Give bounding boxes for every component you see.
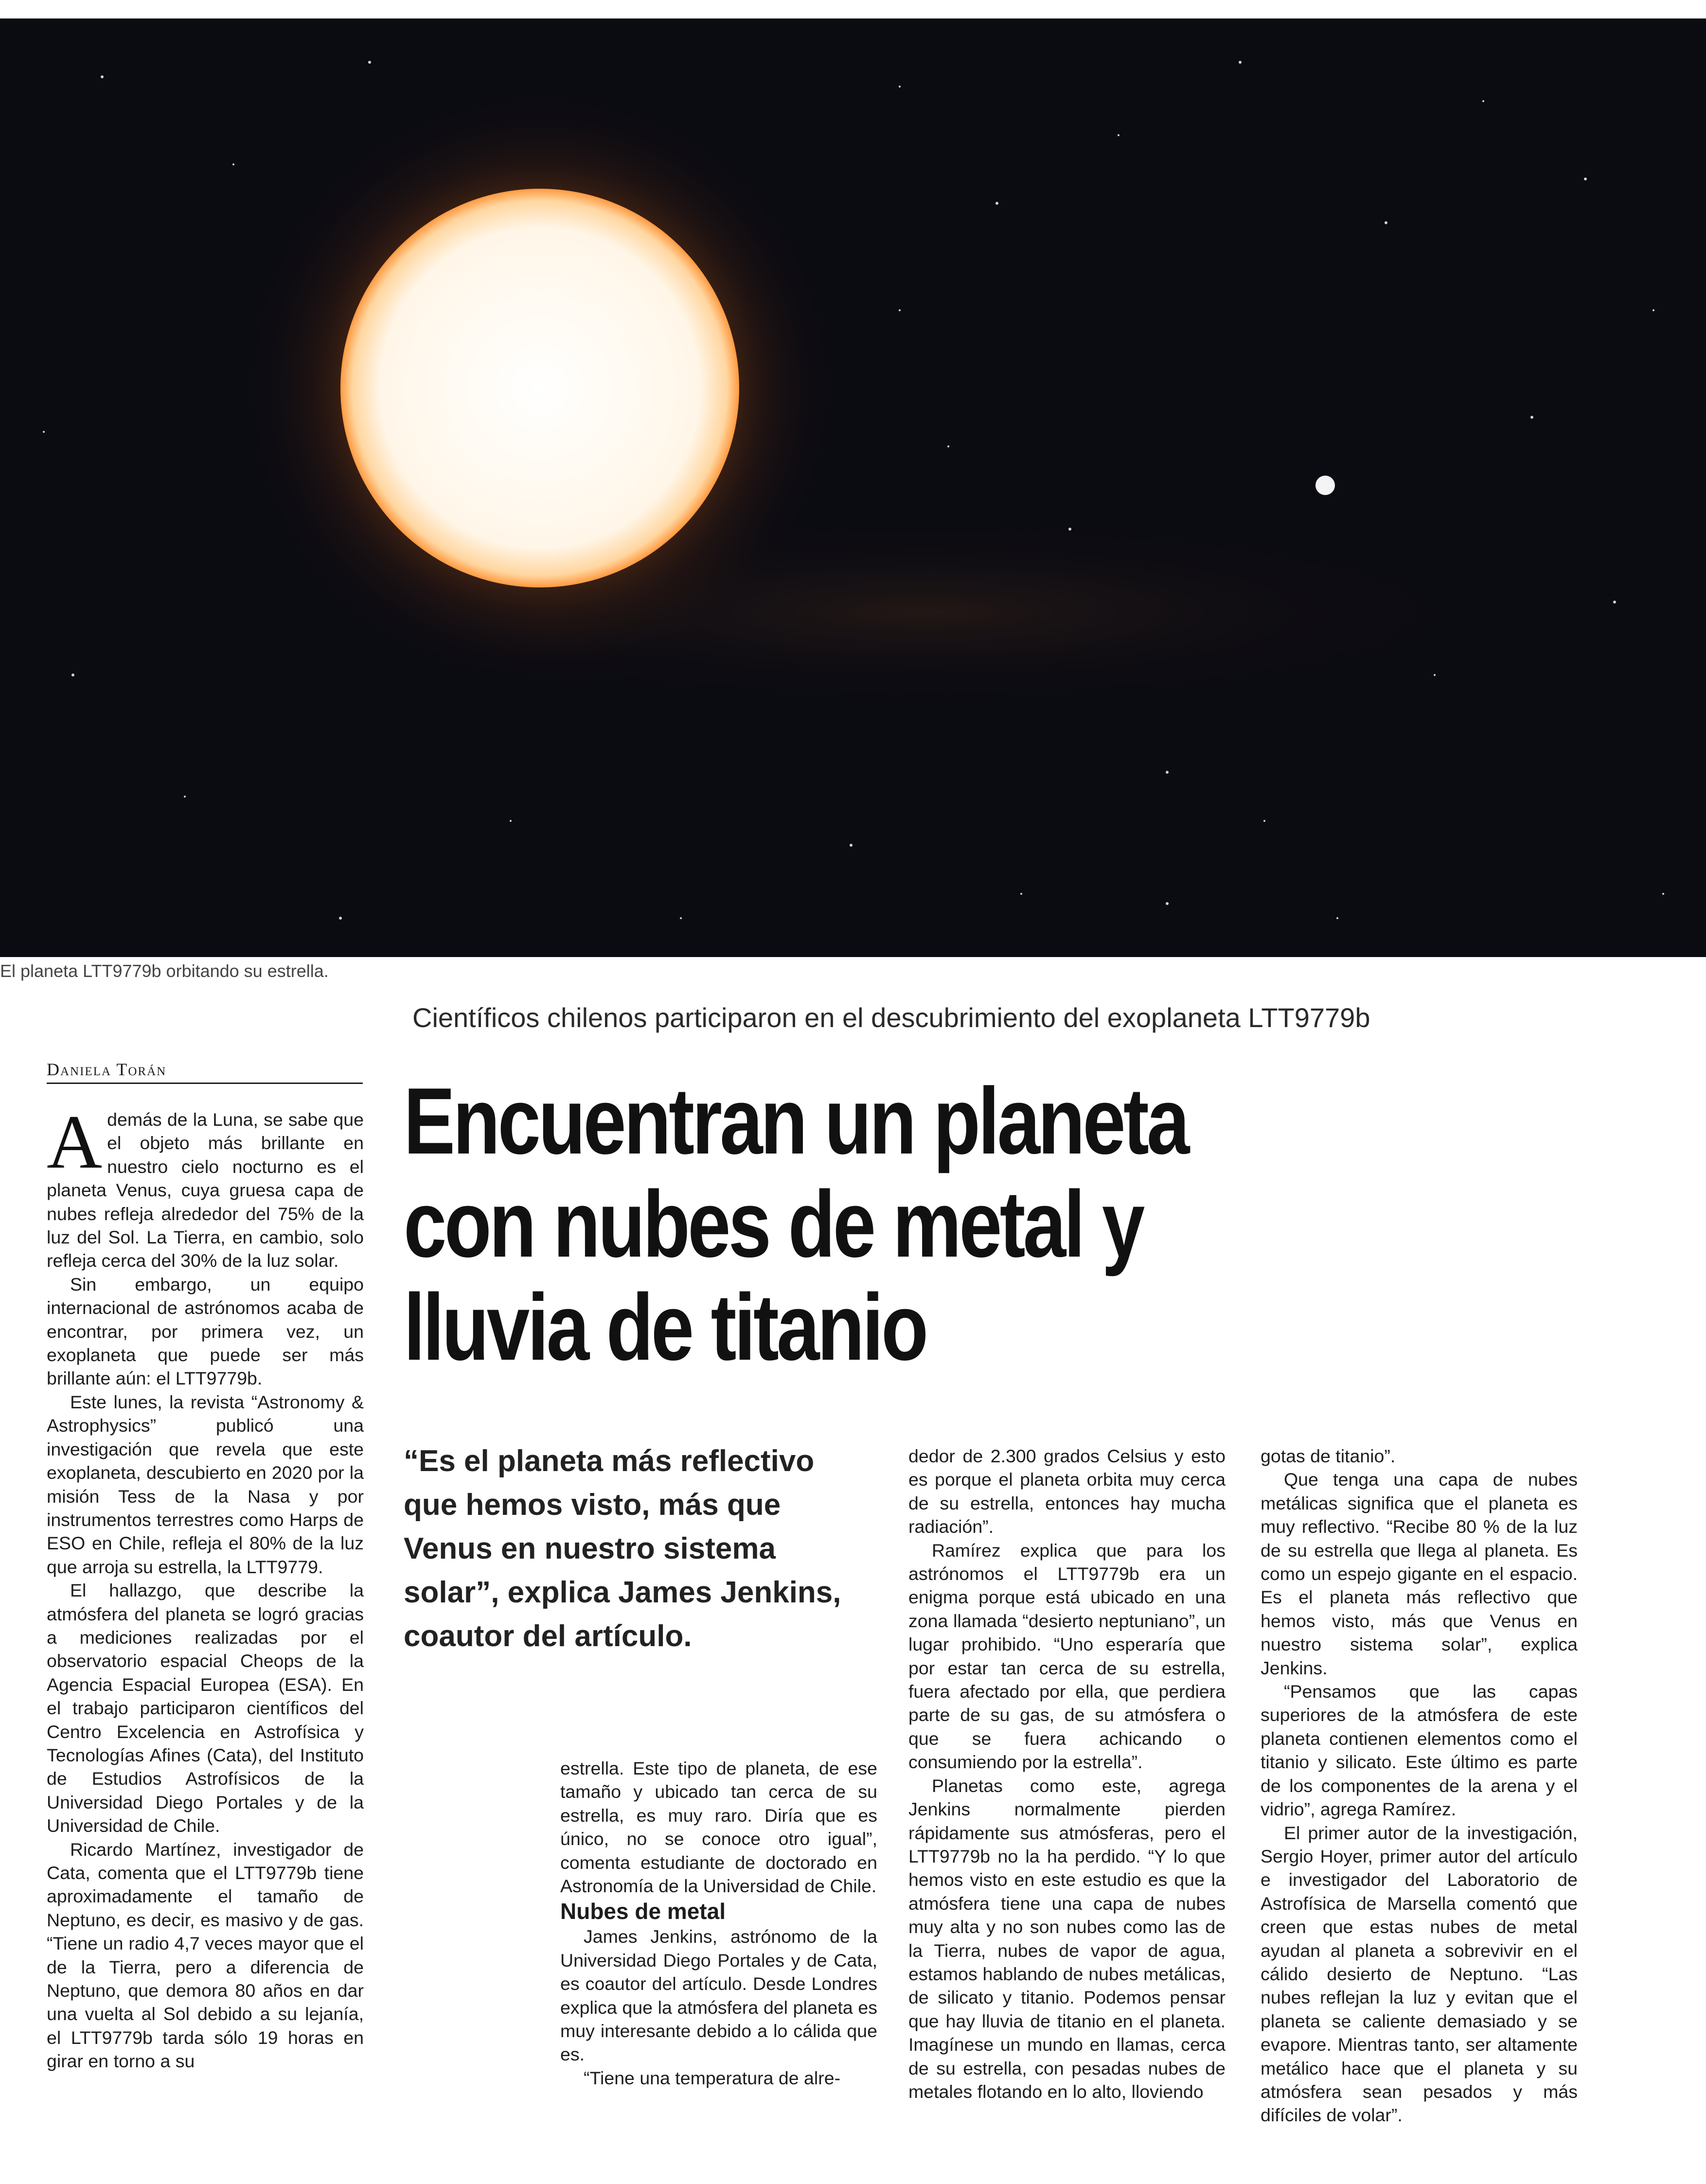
paragraph: estrella. Este tipo de planeta, de ese tamaño y ubicado tan cerca de su estrella, es muy raro. Diría que es único, no se conoce otro igual”, comenta estudiante de doctorado en Astronomía de la Universidad de Chile.	[560, 1758, 877, 1897]
paragraph: El hallazgo, que describe la atmósfera del planeta se logró gracias a mediciones realizadas por el observatorio espacial Cheops de la Agencia Espacial Europea (ESA). En el trabajo participaron científicos del Centro Excelencia en Astrofísica y Tecnologías Afines (Cata), del Instituto de Estudios Astrofísicos de la Universidad Diego Portales y de la Universidad de Chile.	[47, 1580, 364, 1836]
paragraph: gotas de titanio”.	[1261, 1446, 1396, 1466]
headline-line-1: Encuentran un planeta	[404, 1068, 1188, 1174]
pull-quote: “Es el planeta más reflectivo que hemos visto, más que Venus en nuestro sistema solar”, explica James Jenkins, coautor del artículo.	[404, 1444, 841, 1653]
paragraph: Que tenga una capa de nubes metálicas significa que el planeta es muy reflectivo. “Recibe 80 % de la luz de su estrella que llega al planeta. Es como un espejo gigante en el espacio. Es el planeta más reflectivo que hemos visto, más que Venus en nuestro sistema solar”, explica Jenkins.	[1261, 1469, 1578, 1678]
headline-line-2: con nubes de metal y	[404, 1172, 1143, 1277]
paragraph: “Pensamos que las capas superiores de la atmósfera de este planeta contienen elementos como el titanio y silicato. Este último es parte de los componentes de la arena y el vidrio”, agrega Ramírez.	[1261, 1681, 1578, 1820]
column-1	[47, 1100, 364, 2073]
paragraph: Ricardo Martínez, investigador de Cata, comenta que el LTT9779b tiene aproximadamente el tamaño de Neptuno, es decir, es masivo y de gas. “Tiene un radio 4,7 veces mayor que el de la Tierra, pero a diferencia de Neptuno, que demora 80 años en dar una vuelta al Sol debido a su lejanía, el LTT9779b tarda sólo 19 horas en girar en torno a su	[47, 1839, 364, 2072]
planet	[1315, 476, 1335, 495]
paragraph: “Tiene una temperatura de alre-	[584, 2067, 841, 2088]
paragraph: Sin embargo, un equipo internacional de astrónomos acaba de encontrar, por primera vez, un exoplaneta que puede ser más brillante aún: el LTT9779b.	[47, 1274, 364, 1389]
paragraph: El primer autor de la investigación, Sergio Hoyer, primer autor del artículo e investigador del Laboratorio de Astrofísica de Marsella comentó que creen que estas nubes de metal ayudan al planeta a sobrevivir en el cálido desierto de Neptuno. “Las nubes reflejan la luz y evitan que el planeta se caliente demasiado y se evapore. Mientras tanto, ser altamente metálico hace que el planeta y su atmósfera sean pesados y más difíciles de volar”.	[1261, 1822, 1578, 2126]
column-3	[908, 1444, 1226, 2103]
column-2	[560, 1757, 877, 2090]
headline-line-3: lluvia de titanio	[404, 1275, 926, 1380]
hero-photo	[0, 18, 1706, 957]
byline: Daniela Torán	[47, 1059, 363, 1084]
photo-caption: El planeta LTT9779b orbitando su estrella.	[0, 961, 329, 981]
drop-cap: A	[47, 1100, 103, 1185]
paragraph: Este lunes, la revista “Astronomy & Astrophysics” publicó una investigación que revela que este exoplaneta, descubierto en 2020 por la misión Tess de la Nasa y por instrumentos terrestres como Harps de ESO en Chile, refleja el 80% de la luz que arroja su estrella, la LTT9779.	[47, 1391, 364, 1577]
column-4	[1261, 1444, 1578, 2127]
kicker: Científicos chilenos participaron en el descubrimiento del exoplaneta LTT9779b	[412, 1002, 1370, 1033]
paragraph: dedor de 2.300 grados Celsius y esto es porque el planeta orbita muy cerca de su estrella, entonces hay mucha radiación”.	[908, 1446, 1226, 1537]
paragraph: James Jenkins, astrónomo de la Universidad Diego Portales y de Cata, es coautor del artículo. Desde Londres explica que la atmósfera del planeta es muy interesante debido a lo cálida que es.	[560, 1926, 877, 2065]
subheading: Nubes de metal	[560, 1899, 726, 1924]
space-illustration	[0, 18, 1706, 957]
paragraph: Planetas como este, agrega Jenkins normalmente pierden rápidamente sus atmósferas, pero el LTT9779b no la ha perdido. “Y lo que hemos visto en este estudio es que la atmósfera tiene una capa de nubes muy alta y no son nubes como las de la Tierra, nubes de vapor de agua, estamos hablando de nubes metálicas, de silicato y titanio. Podemos pensar que hay lluvia de titanio en el planeta. Imagínese un mundo en llamas, cerca de su estrella, con pesadas nubes de metales flotando en lo alto, lloviendo	[908, 1775, 1226, 2102]
headline	[404, 1070, 1281, 1379]
paragraph: Además de la Luna, se sabe que el objeto más brillante en nuestro cielo nocturno es el planeta Venus, cuya gruesa capa de nubes refleja alrededor del 75% de la luz del Sol. La Tierra, en cambio, solo refleja cerca del 30% de la luz solar.	[47, 1100, 364, 1271]
paragraph: Ramírez explica que para los astrónomos el LTT9779b era un enigma porque está ubicado en una zona llamada “desierto neptuniano”, un lugar prohibido. “Uno esperaría que por estar tan cerca de su estrella, fuera afectado por ella, que perdiera parte de su gas, de su atmósfera o que se fuera achicando o consumiendo por la estrella”.	[908, 1540, 1226, 1773]
star	[340, 189, 739, 587]
